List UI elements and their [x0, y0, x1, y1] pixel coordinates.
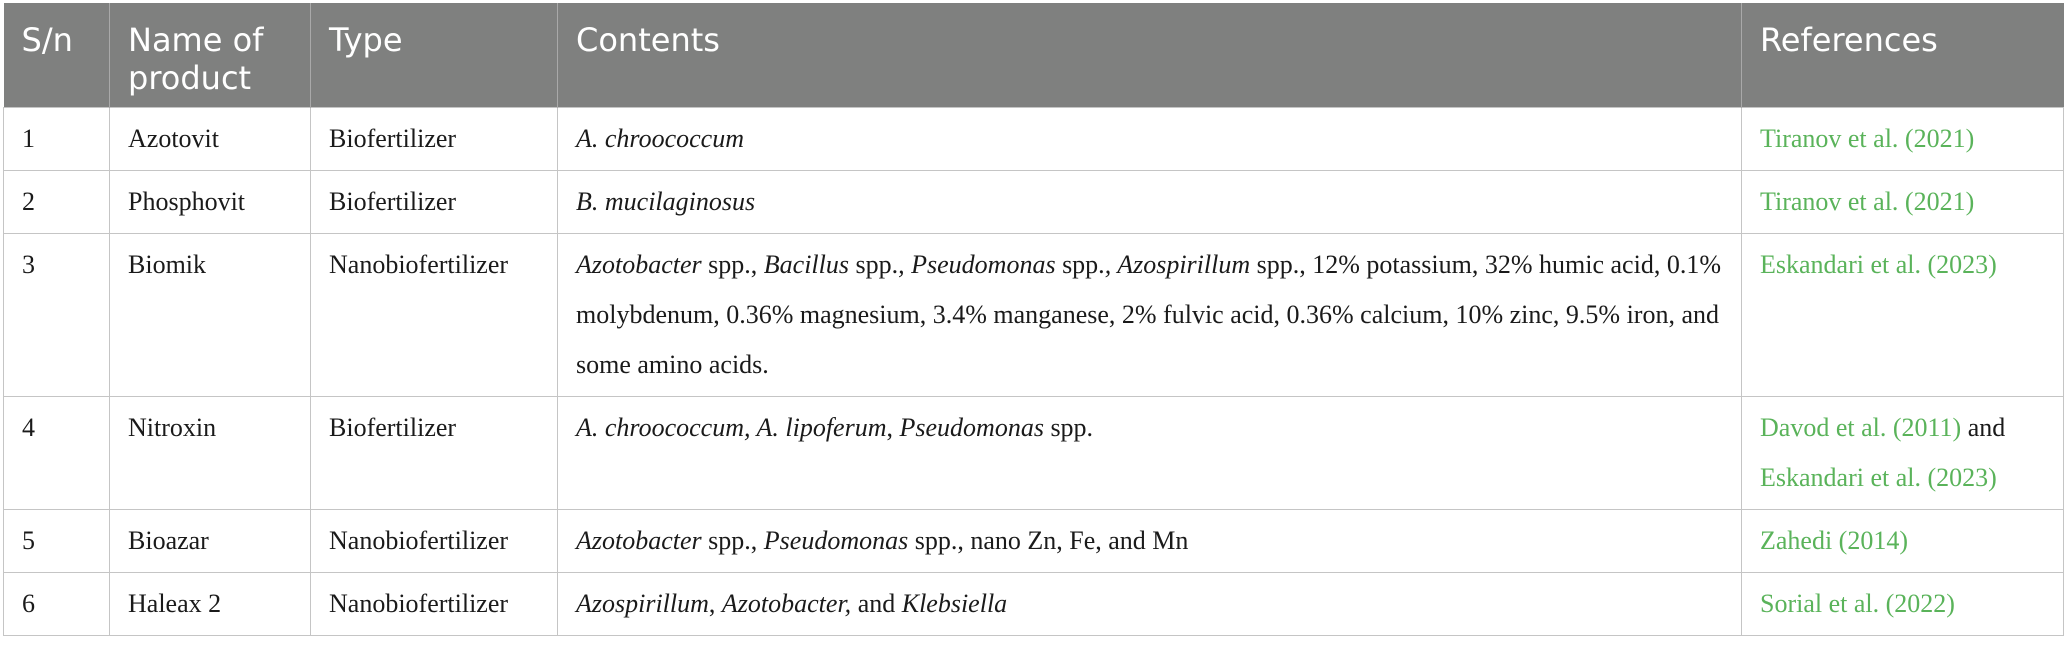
reference-link[interactable]: Zahedi (2014) — [1760, 526, 1909, 555]
reference-link[interactable]: Eskandari et al. (2023) — [1760, 250, 1997, 279]
reference-link[interactable]: Tiranov et al. (2021) — [1760, 187, 1975, 216]
contents-segment: Azotobacter, — [721, 589, 852, 618]
header-name-of-product: Name of product — [110, 3, 311, 108]
table-row — [4, 171, 2064, 234]
cell-contents — [558, 397, 1742, 510]
cell-type: Nanobiofertilizer — [311, 573, 558, 636]
table-body — [4, 108, 2064, 636]
cell-name: Biomik — [110, 234, 311, 397]
contents-segment: and — [851, 589, 902, 618]
reference-link[interactable]: Davod et al. (2011) — [1760, 413, 1962, 442]
contents-segment: Klebsiella — [901, 589, 1008, 618]
cell-sn: 3 — [4, 234, 110, 397]
reference-link[interactable]: Sorial et al. (2022) — [1760, 589, 1955, 618]
table-row — [4, 108, 2064, 171]
cell-contents — [558, 171, 1742, 234]
cell-contents — [558, 573, 1742, 636]
header-sn: S/n — [4, 3, 110, 108]
table-row — [4, 510, 2064, 573]
cell-sn: 2 — [4, 171, 110, 234]
table-row — [4, 397, 2064, 510]
cell-references — [1742, 573, 2064, 636]
table-row — [4, 234, 2064, 397]
cell-contents — [558, 510, 1742, 573]
contents-segment: spp., 12% potassium, 32% humic acid, 0.1% molybdenum, 0.36% magnesium, 3.4% manganese, 2% fulvic acid, 0.36% calcium, 10% zinc, 9.5% iron, and some amino acids. — [576, 250, 1721, 379]
reference-text: and — [1961, 413, 2006, 442]
contents-segment: A. chroococcum — [576, 124, 744, 153]
cell-sn: 1 — [4, 108, 110, 171]
cell-sn: 5 — [4, 510, 110, 573]
header-row — [4, 3, 2064, 108]
cell-name: Azotovit — [110, 108, 311, 171]
contents-segment: spp. — [1043, 413, 1094, 442]
reference-link[interactable]: Eskandari et al. (2023) — [1760, 463, 1997, 492]
cell-references — [1742, 510, 2064, 573]
cell-name: Bioazar — [110, 510, 311, 573]
cell-references — [1742, 397, 2064, 510]
cell-references — [1742, 171, 2064, 234]
contents-segment: spp., — [701, 250, 764, 279]
contents-segment: , — [886, 413, 900, 442]
contents-segment: , — [1104, 250, 1118, 279]
header-references: References — [1742, 3, 2064, 108]
table-row — [4, 573, 2064, 636]
cell-name: Nitroxin — [110, 397, 311, 510]
reference-link[interactable]: Tiranov et al. (2021) — [1760, 124, 1975, 153]
contents-segment: , — [898, 250, 912, 279]
cell-type: Biofertilizer — [311, 108, 558, 171]
contents-segment: Azotobacter — [576, 250, 702, 279]
header-type: Type — [311, 3, 558, 108]
contents-segment: Pseudomonas — [911, 250, 1056, 279]
contents-segment: , — [708, 589, 722, 618]
cell-contents — [558, 108, 1742, 171]
contents-segment: spp. — [1055, 250, 1105, 279]
cell-sn: 4 — [4, 397, 110, 510]
cell-references — [1742, 108, 2064, 171]
table-header — [4, 3, 2064, 108]
contents-segment: Azotobacter — [576, 526, 702, 555]
contents-segment: Pseudomonas — [763, 526, 909, 555]
cell-type: Nanobiofertilizer — [311, 510, 558, 573]
contents-segment: spp., nano Zn, Fe, and Mn — [908, 526, 1189, 555]
cell-sn: 6 — [4, 573, 110, 636]
cell-type: Biofertilizer — [311, 171, 558, 234]
cell-type: Biofertilizer — [311, 397, 558, 510]
contents-segment: Bacillus — [763, 250, 849, 279]
header-contents: Contents — [558, 3, 1742, 108]
contents-segment: spp. — [849, 250, 899, 279]
contents-segment: Azospirillum — [576, 589, 709, 618]
contents-segment: spp., — [701, 526, 764, 555]
contents-segment: B. mucilaginosus — [576, 187, 756, 216]
products-table — [3, 3, 2064, 636]
cell-references — [1742, 234, 2064, 397]
cell-name: Haleax 2 — [110, 573, 311, 636]
contents-segment: Azospirillum — [1117, 250, 1251, 279]
cell-name: Phosphovit — [110, 171, 311, 234]
contents-segment: Pseudomonas — [899, 413, 1044, 442]
contents-segment: A. chroococcum, A. lipoferum — [576, 413, 887, 442]
cell-contents — [558, 234, 1742, 397]
cell-type: Nanobiofertilizer — [311, 234, 558, 397]
